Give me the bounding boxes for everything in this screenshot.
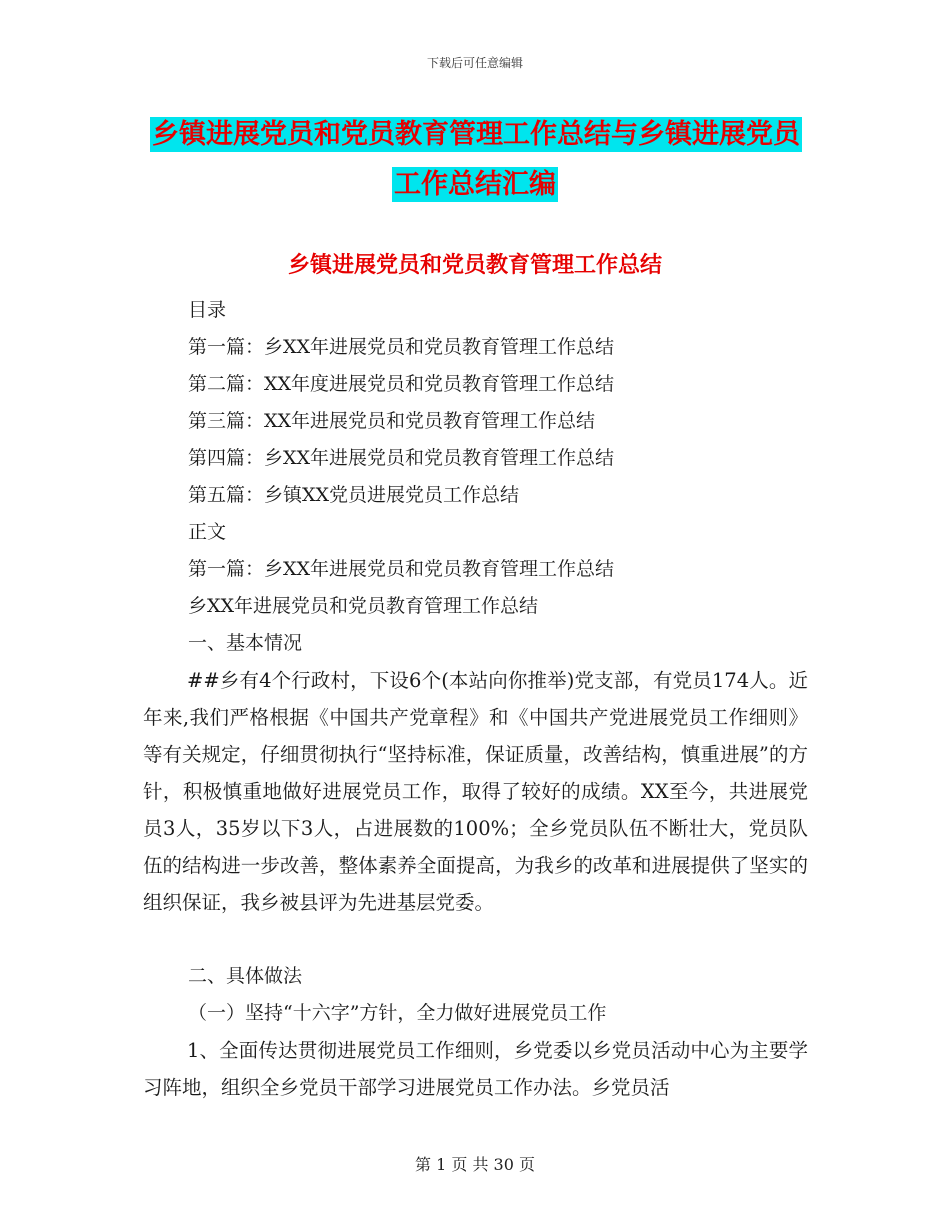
- toc-item: 第二篇：XX年度进展党员和党员教育管理工作总结: [188, 373, 615, 395]
- toc-item: 第四篇：乡XX年进展党员和党员教育管理工作总结: [188, 447, 615, 469]
- header-note: 下载后可任意编辑: [426, 56, 523, 70]
- section-heading: 一、基本情况: [188, 632, 303, 654]
- document-title: [150, 110, 800, 210]
- article-heading: 第一篇：乡XX年进展党员和党员教育管理工作总结: [188, 558, 615, 580]
- body-label: 正文: [188, 521, 227, 543]
- body-paragraph: 1、全面传达贯彻进展党员工作细则，乡党委以乡党员活动中心为主要学习阵地，组织全乡党员干部学习进展党员工作办法。乡党员活: [143, 1039, 808, 1099]
- section2-block: [188, 958, 828, 1032]
- section-title: 乡镇进展党员和党员教育管理工作总结: [287, 253, 662, 278]
- document-title-text: 乡镇进展党员和党员教育管理工作总结与乡镇进展党员工作总结汇编: [152, 119, 800, 200]
- toc-item: 第五篇：乡镇XX党员进展党员工作总结: [188, 484, 520, 506]
- section-heading: 二、具体做法: [188, 965, 303, 987]
- toc-block: [188, 292, 828, 662]
- page-number-footer: 第 1 页 共 30 页: [415, 1155, 535, 1174]
- article-title: 乡XX年进展党员和党员教育管理工作总结: [188, 595, 539, 617]
- toc-item: 第三篇：XX年进展党员和党员教育管理工作总结: [188, 410, 596, 432]
- toc-item: 第一篇：乡XX年进展党员和党员教育管理工作总结: [188, 336, 615, 358]
- subsection-heading: （一）坚持“十六字”方针，全力做好进展党员工作: [188, 1002, 607, 1024]
- toc-label: 目录: [188, 299, 227, 321]
- body-paragraph: ##乡有4个行政村，下设6个(本站向你推举)党支部，有党员174人。近年来,我们严格根据《中国共产党章程》和《中国共产党进展党员工作细则》等有关规定，仔细贯彻执行“坚持标准，保证质量，改善结构，慎重进展”的方针，积极慎重地做好进展党员工作，取得了较好的成绩。XX至今，共进展党员3人，35岁以下3人，占进展数的100%；全乡党员队伍不断壮大，党员队伍的结构进一步改善，整体素养全面提高，为我乡的改革和进展提供了坚实的组织保证，我乡被县评为先进基层党委。: [143, 669, 808, 914]
